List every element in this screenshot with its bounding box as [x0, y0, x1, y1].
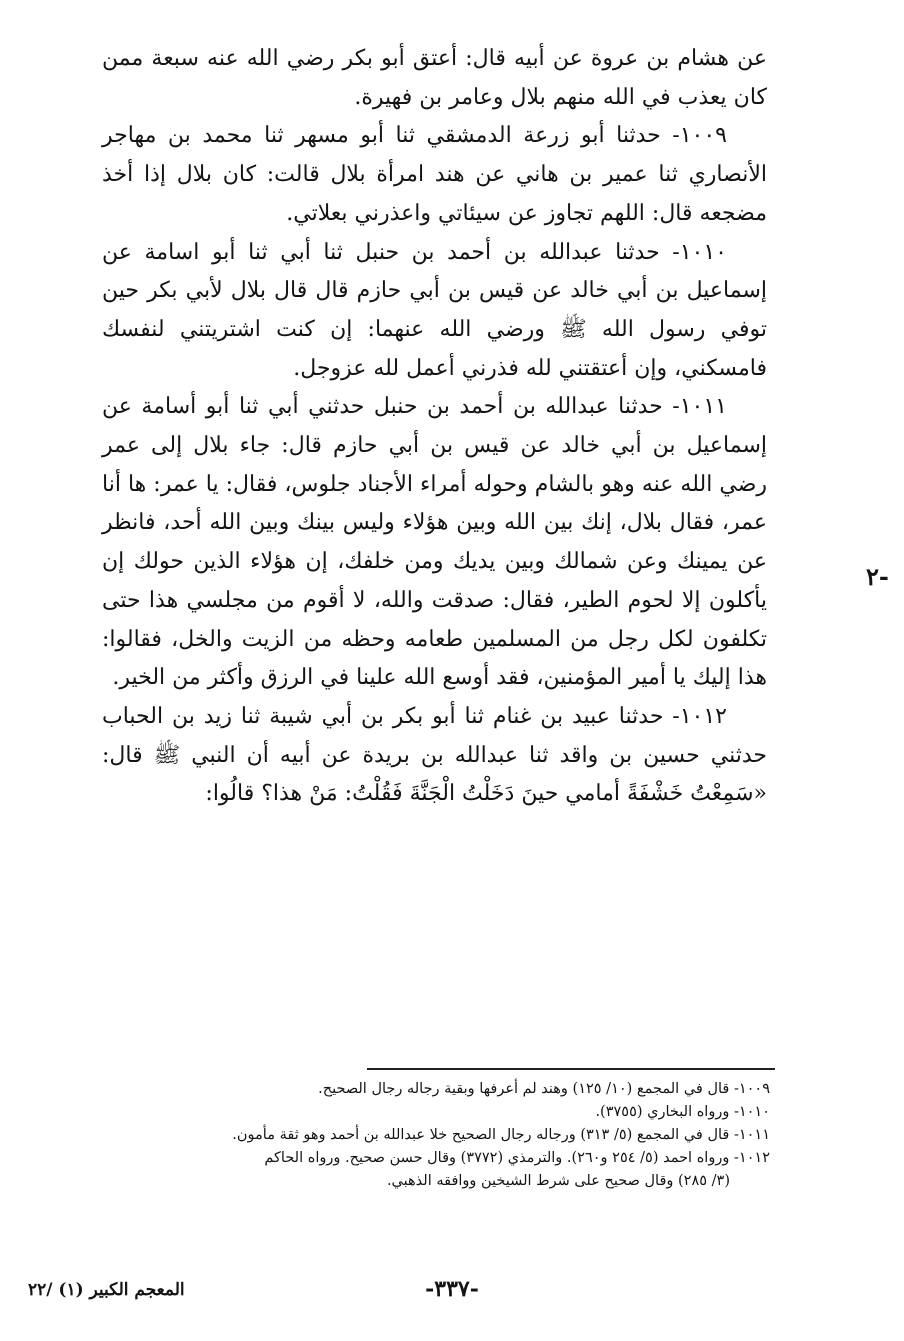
footnote-1010: ١٠١٠- ورواه البخاري (٣٧٥٥).: [595, 1104, 770, 1120]
footnotes: [150, 1078, 770, 1193]
footnote-1012-continued: (٣/ ٢٨٥) وقال صحيح على شرط الشيخين ووافقه الذهبي.: [386, 1173, 730, 1189]
paragraph-1011: ١٠١١- حدثنا عبدالله بن أحمد بن حنبل حدثني أبي ثنا أبو أسامة عن إسماعيل بن أبي خالد عن قيس بن أبي حازم قال: جاء بلال إلى عمر رضي الله عنه وهو بالشام وحوله أمراء الأجناد جلوس، فقال: يا عمر: ها أنا عمر، فقال بلال، إنك بين الله وبين هؤلاء وليس بينك وبين الله أحد، فانظر عن يمينك وعن شمالك وبين يديك ومن خلفك، إن هؤلاء الذين حولك إن يأكلون إلا لحوم الطير، فقال: صدقت والله، لا أقوم من مجلسي هذا حتى تكلفون لكل رجل من المسلمين طعامه وحظه من الزيت والخل، فقالوا: هذا إليك يا أمير المؤمنين، فقد أوسع الله علينا في الرزق وأكثر من الخير.: [102, 394, 767, 691]
footnote-1009: ١٠٠٩- قال في المجمع (١٠/ ١٢٥) وهند لم أعرفها وبقية رجاله رجال الصحيح.: [318, 1081, 770, 1097]
page-number: -٣٣٧-: [425, 1276, 479, 1302]
main-text: [102, 40, 767, 814]
paragraph-intro: عن هشام بن عروة عن أبيه قال: أعتق أبو بكر رضي الله عنه سبعة ممن كان يعذب في الله منهم بلال وعامر بن فهيرة.: [102, 46, 767, 110]
footnote-divider: [367, 1068, 775, 1070]
footnote-1012: ١٠١٢- ورواه احمد (٥/ ٢٥٤ و٢٦٠). والترمذي (٣٧٧٢) وقال حسن صحيح. ورواه الحاكم: [264, 1150, 770, 1166]
footnote-1011: ١٠١١- قال في المجمع (٥/ ٣١٣) ورجاله رجال الصحيح خلا عبدالله بن أحمد وهو ثقة مأمون.: [232, 1127, 770, 1143]
paragraph-1010: ١٠١٠- حدثنا عبدالله بن أحمد بن حنبل ثنا أبي ثنا أبو اسامة عن إسماعيل بن أبي خالد عن قيس بن أبي حازم قال قال بلال لأبي بكر حين توفي رسول الله ﷺ ورضي الله عنهما: إن كنت اشتريتني لنفسك فامسكني، وإن أعتقتني لله فذرني أعمل لله عزوجل.: [102, 239, 767, 381]
book-reference: المعجم الكبير (١) /٢٢: [28, 1280, 185, 1300]
paragraph-1012: ١٠١٢- حدثنا عبيد بن غنام ثنا أبو بكر بن أبي شيبة ثنا زيد بن الحباب حدثني حسين بن واقد ثنا عبدالله بن بريدة عن أبيه أن النبي ﷺ قال: «سَمِعْتُ خَشْفَةً أمامي حينَ دَخَلْتُ الْجَنَّةَ فَقُلْتُ: مَنْ هذا؟ قالُوا:: [102, 703, 767, 807]
margin-note: -٢: [866, 562, 889, 591]
paragraph-1009: ١٠٠٩- حدثنا أبو زرعة الدمشقي ثنا أبو مسهر ثنا محمد بن مهاجر الأنصاري ثنا عمير بن هاني عن هند امرأة بلال قالت: كان بلال إذا أخذ مضجعه قال: اللهم تجاوز عن سيئاتي واعذرني بعلاتي.: [102, 123, 767, 226]
